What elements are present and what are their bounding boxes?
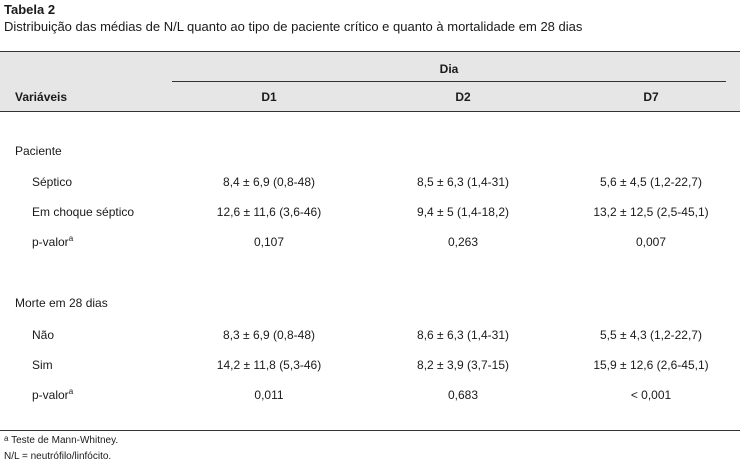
table-cell: 13,2 ± 12,5 (2,5-45,1) [593, 205, 709, 219]
header-day-d1: D1 [261, 90, 277, 104]
bottom-rule [0, 430, 740, 431]
section-label-paciente: Paciente [15, 144, 62, 158]
row-label-text: p-valor [32, 388, 69, 402]
table-cell: 5,5 ± 4,3 (1,2-22,7) [600, 328, 702, 342]
table-cell: 12,6 ± 11,6 (3,6-46) [216, 205, 322, 219]
table-cell: 15,9 ± 12,6 (2,6-45,1) [593, 358, 709, 372]
table-cell: 8,5 ± 6,3 (1,4-31) [417, 175, 509, 189]
table-cell: 8,2 ± 3,9 (3,7-15) [417, 358, 509, 372]
footnote-marker: a [68, 234, 74, 243]
header-day-d7: D7 [643, 90, 659, 104]
row-label-p-valor [32, 235, 73, 249]
header-variaveis: Variáveis [15, 90, 68, 104]
header-sub-rule [172, 81, 726, 82]
header-group-dia: Dia [439, 62, 459, 76]
row-label-choque-septico: Em choque séptico [32, 205, 135, 219]
table-cell: 5,6 ± 4,5 (1,2-22,7) [600, 175, 702, 189]
table-cell: 0,263 [447, 235, 479, 249]
footnote-abbrev: N/L = neutrófilo/linfócito. [4, 451, 112, 462]
footnote-a-text: Teste de Mann-Whitney. [11, 435, 119, 446]
header-day-d2: D2 [455, 90, 471, 104]
row-label-nao: Não [32, 328, 55, 342]
row-label-septico: Séptico [32, 175, 73, 189]
table-cell: 8,4 ± 6,9 (0,8-48) [223, 175, 315, 189]
table-cell: < 0,001 [630, 388, 672, 402]
table-cell: 9,4 ± 5 (1,4-18,2) [417, 205, 509, 219]
table-title: Tabela 2 [4, 2, 56, 17]
footnote-a [4, 435, 118, 446]
row-label-text: p-valor [32, 235, 69, 249]
table-cell: 0,007 [635, 235, 667, 249]
top-rule [0, 51, 740, 52]
row-label-p-valor [32, 388, 73, 402]
header-bottom-rule [0, 111, 740, 112]
footnote-marker: a [4, 434, 9, 443]
table-caption: Distribuição das médias de N/L quanto ao tipo de paciente crítico e quanto à mortalidade em 28 dias [4, 19, 583, 34]
table-cell: 0,107 [253, 235, 285, 249]
table-cell: 8,6 ± 6,3 (1,4-31) [417, 328, 509, 342]
footnote-marker: a [68, 387, 74, 396]
row-label-sim: Sim [32, 358, 53, 372]
table-cell: 14,2 ± 11,8 (5,3-46) [216, 358, 322, 372]
table-cell: 0,011 [254, 388, 284, 402]
table-cell: 8,3 ± 6,9 (0,8-48) [223, 328, 315, 342]
table-cell: 0,683 [447, 388, 479, 402]
section-label-morte: Morte em 28 dias [15, 296, 108, 310]
